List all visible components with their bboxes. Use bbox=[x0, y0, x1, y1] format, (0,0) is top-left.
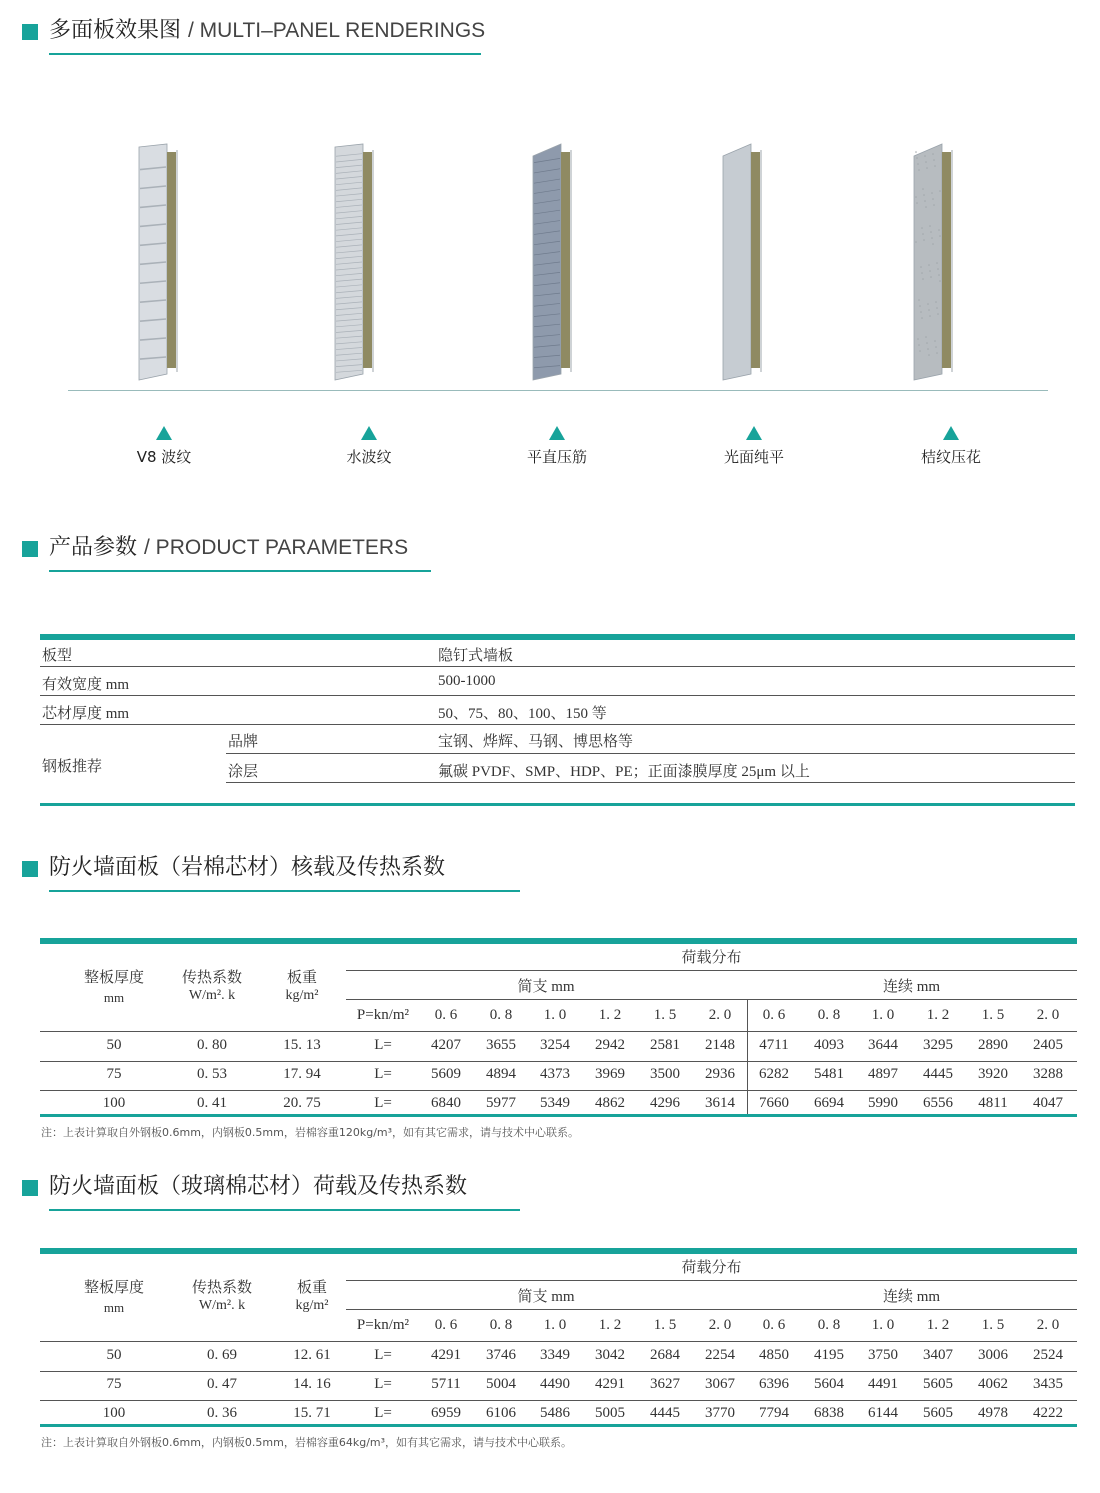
cell-continuous-span: 4445 bbox=[923, 1066, 953, 1082]
row-divider bbox=[40, 695, 1075, 696]
section-marker-icon bbox=[22, 861, 38, 877]
cell-thickness: 75 bbox=[106, 1066, 122, 1082]
header-load-distribution: 荷载分布 bbox=[681, 950, 742, 966]
cell-continuous-span: 5605 bbox=[923, 1405, 953, 1421]
table-top-bar bbox=[40, 634, 1075, 640]
header-load-value: 1. 0 bbox=[543, 1317, 567, 1333]
cell-continuous-span: 4850 bbox=[759, 1347, 789, 1363]
title-cn: 产品参数 bbox=[49, 535, 138, 560]
header-thickness: 整板厚度 bbox=[83, 1280, 144, 1296]
cell-simple-span: 6106 bbox=[486, 1405, 516, 1421]
header-load-value: 1. 2 bbox=[926, 1317, 950, 1333]
cell-k: 0. 80 bbox=[197, 1037, 227, 1053]
header-p-label: P=kn/m² bbox=[356, 1007, 410, 1023]
cell-continuous-span: 4491 bbox=[868, 1376, 898, 1392]
table-bottom-bar bbox=[40, 803, 1075, 806]
header-load-value: 2. 0 bbox=[1036, 1007, 1060, 1023]
cell-continuous-span: 3920 bbox=[978, 1066, 1008, 1082]
header-load-value: 2. 0 bbox=[708, 1317, 732, 1333]
cell-thickness: 75 bbox=[106, 1376, 122, 1392]
cell-simple-span: 3349 bbox=[540, 1347, 570, 1363]
header-load-value: 0. 6 bbox=[434, 1007, 458, 1023]
header-load-value: 1. 2 bbox=[926, 1007, 950, 1023]
triangle-marker-icon bbox=[361, 426, 377, 440]
cell-simple-span: 3770 bbox=[705, 1405, 735, 1421]
cell-continuous-span: 5605 bbox=[923, 1376, 953, 1392]
cell-continuous-span: 2524 bbox=[1033, 1347, 1063, 1363]
cell-simple-span: 3655 bbox=[486, 1037, 516, 1053]
cell-simple-span: 2254 bbox=[705, 1347, 735, 1363]
cell-simple-span: 4291 bbox=[595, 1376, 625, 1392]
header-thickness-unit: mm bbox=[103, 1300, 125, 1315]
header-k: 传热系数 bbox=[181, 970, 242, 986]
header-continuous: 连续 mm bbox=[882, 1289, 941, 1305]
header-weight-unit: kg/m² bbox=[295, 1298, 329, 1313]
cell-simple-span: 5004 bbox=[486, 1376, 516, 1392]
section-marker-icon bbox=[22, 24, 38, 40]
panel-label: 桔纹压花 bbox=[920, 448, 981, 466]
cell-simple-span: 4373 bbox=[540, 1066, 570, 1082]
cell-continuous-span: 6144 bbox=[868, 1405, 898, 1421]
header-load-value: 0. 6 bbox=[434, 1317, 458, 1333]
param-sublabel: 品牌 bbox=[228, 734, 259, 750]
cell-weight: 20. 75 bbox=[283, 1095, 321, 1111]
header-load-value: 0. 6 bbox=[762, 1007, 786, 1023]
cell-l-label: L= bbox=[374, 1376, 392, 1392]
cell-weight: 12. 61 bbox=[293, 1347, 331, 1363]
section-underline bbox=[49, 1209, 520, 1211]
cell-continuous-span: 6556 bbox=[923, 1095, 953, 1111]
cell-simple-span: 4296 bbox=[650, 1095, 680, 1111]
cell-simple-span: 5977 bbox=[486, 1095, 516, 1111]
header-weight: 板重 bbox=[296, 1280, 327, 1296]
param-value: 宝钢、烨辉、马钢、博思格等 bbox=[438, 734, 634, 750]
cell-continuous-span: 6694 bbox=[814, 1095, 844, 1111]
panel-label: V8 波纹 bbox=[136, 448, 192, 466]
triangle-marker-icon bbox=[156, 426, 172, 440]
section-underline bbox=[49, 53, 481, 55]
cell-simple-span: 2942 bbox=[595, 1037, 625, 1053]
header-k-unit: W/m². k bbox=[188, 988, 236, 1003]
cell-l-label: L= bbox=[374, 1066, 392, 1082]
section-title: 防火墙面板（玻璃棉芯材）荷载及传热系数 bbox=[49, 1174, 468, 1199]
cell-l-label: L= bbox=[374, 1347, 392, 1363]
header-load-value: 1. 0 bbox=[871, 1317, 895, 1333]
param-label: 有效宽度 mm bbox=[42, 677, 130, 693]
cell-k: 0. 41 bbox=[197, 1095, 227, 1111]
floor-line bbox=[68, 390, 1048, 391]
header-simple: 简支 mm bbox=[517, 1289, 575, 1305]
cell-simple-span: 3627 bbox=[650, 1376, 680, 1392]
table-top-bar bbox=[40, 938, 1077, 944]
cell-continuous-span: 4711 bbox=[759, 1037, 789, 1053]
table-bottom-bar bbox=[40, 1424, 1077, 1427]
cell-simple-span: 2581 bbox=[650, 1037, 680, 1053]
row-divider bbox=[40, 1090, 1077, 1091]
header-load-value: 1. 0 bbox=[871, 1007, 895, 1023]
section-underline bbox=[49, 570, 431, 572]
cell-continuous-span: 4195 bbox=[814, 1347, 844, 1363]
cell-simple-span: 6840 bbox=[431, 1095, 461, 1111]
cell-continuous-span: 5481 bbox=[814, 1066, 844, 1082]
header-load-value: 0. 8 bbox=[489, 1317, 513, 1333]
row-divider bbox=[40, 724, 1075, 725]
header-weight-unit: kg/m² bbox=[285, 988, 319, 1003]
cell-simple-span: 5349 bbox=[540, 1095, 570, 1111]
table-top-bar bbox=[40, 1248, 1077, 1254]
header-thickness: 整板厚度 bbox=[83, 970, 144, 986]
cell-weight: 14. 16 bbox=[293, 1376, 331, 1392]
panel-label: 平直压筋 bbox=[526, 448, 587, 466]
header-load-value: 2. 0 bbox=[708, 1007, 732, 1023]
triangle-marker-icon bbox=[746, 426, 762, 440]
cell-continuous-span: 3750 bbox=[868, 1347, 898, 1363]
cell-l-label: L= bbox=[374, 1405, 392, 1421]
cell-continuous-span: 5604 bbox=[814, 1376, 844, 1392]
param-value: 隐钉式墙板 bbox=[438, 648, 514, 664]
panel-label: 光面纯平 bbox=[723, 448, 784, 466]
row-divider bbox=[40, 1061, 1077, 1062]
header-load-value: 2. 0 bbox=[1036, 1317, 1060, 1333]
cell-simple-span: 2936 bbox=[705, 1066, 735, 1082]
cell-simple-span: 2148 bbox=[705, 1037, 735, 1053]
header-load-value: 1. 5 bbox=[981, 1007, 1005, 1023]
cell-continuous-span: 3295 bbox=[923, 1037, 953, 1053]
row-divider bbox=[346, 1280, 1077, 1281]
header-simple: 简支 mm bbox=[517, 979, 575, 995]
header-continuous: 连续 mm bbox=[882, 979, 941, 995]
header-k-unit: W/m². k bbox=[198, 1298, 246, 1313]
cell-simple-span: 2684 bbox=[650, 1347, 680, 1363]
cell-simple-span: 4445 bbox=[650, 1405, 680, 1421]
header-load-value: 0. 8 bbox=[817, 1317, 841, 1333]
header-load-distribution: 荷载分布 bbox=[681, 1260, 742, 1276]
cell-simple-span: 5609 bbox=[431, 1066, 461, 1082]
table-note: 注：上表计算取自外钢板0.6mm，内钢板0.5mm，岩棉容重120kg/m³，如有其它需求，请与技术中心联系。 bbox=[41, 1126, 580, 1139]
section-title bbox=[49, 14, 485, 48]
cell-k: 0. 47 bbox=[207, 1376, 237, 1392]
title-en: / MULTI–PANEL RENDERINGS bbox=[188, 19, 486, 42]
sandwich-panel-image bbox=[531, 142, 581, 387]
param-value: 50、75、80、100、150 等 bbox=[438, 706, 607, 722]
header-load-value: 1. 5 bbox=[653, 1007, 677, 1023]
header-load-value: 1. 0 bbox=[543, 1007, 567, 1023]
cell-continuous-span: 4897 bbox=[868, 1066, 898, 1082]
cell-thickness: 50 bbox=[106, 1037, 122, 1053]
row-divider bbox=[346, 970, 1077, 971]
cell-continuous-span: 7660 bbox=[759, 1095, 789, 1111]
cell-continuous-span: 3407 bbox=[923, 1347, 953, 1363]
cell-simple-span: 4207 bbox=[431, 1037, 461, 1053]
row-divider bbox=[40, 1400, 1077, 1401]
cell-continuous-span: 5990 bbox=[868, 1095, 898, 1111]
cell-continuous-span: 4978 bbox=[978, 1405, 1008, 1421]
row-divider bbox=[40, 1031, 1077, 1032]
cell-simple-span: 4490 bbox=[540, 1376, 570, 1392]
header-thickness-unit: mm bbox=[103, 990, 125, 1005]
cell-continuous-span: 3006 bbox=[978, 1347, 1008, 1363]
cell-l-label: L= bbox=[374, 1095, 392, 1111]
cell-continuous-span: 6282 bbox=[759, 1066, 789, 1082]
cell-simple-span: 4291 bbox=[431, 1347, 461, 1363]
row-divider bbox=[40, 666, 1075, 667]
cell-l-label: L= bbox=[374, 1037, 392, 1053]
title-cn: 多面板效果图 bbox=[49, 18, 182, 43]
cell-weight: 15. 71 bbox=[293, 1405, 331, 1421]
cell-continuous-span: 6838 bbox=[814, 1405, 844, 1421]
cell-thickness: 50 bbox=[106, 1347, 122, 1363]
triangle-marker-icon bbox=[549, 426, 565, 440]
cell-continuous-span: 3644 bbox=[868, 1037, 898, 1053]
section-marker-icon bbox=[22, 1180, 38, 1196]
header-weight: 板重 bbox=[286, 970, 317, 986]
header-load-value: 1. 2 bbox=[598, 1007, 622, 1023]
sandwich-panel-image bbox=[912, 142, 962, 387]
section-marker-icon bbox=[22, 541, 38, 557]
cell-continuous-span: 6396 bbox=[759, 1376, 789, 1392]
header-load-value: 1. 5 bbox=[653, 1317, 677, 1333]
cell-simple-span: 3067 bbox=[705, 1376, 735, 1392]
cell-k: 0. 69 bbox=[207, 1347, 237, 1363]
param-sublabel: 涂层 bbox=[228, 764, 259, 780]
cell-simple-span: 3042 bbox=[595, 1347, 625, 1363]
triangle-marker-icon bbox=[943, 426, 959, 440]
row-divider bbox=[40, 1371, 1077, 1372]
cell-continuous-span: 4047 bbox=[1033, 1095, 1063, 1111]
cell-simple-span: 3746 bbox=[486, 1347, 516, 1363]
cell-continuous-span: 2890 bbox=[978, 1037, 1008, 1053]
cell-simple-span: 5711 bbox=[431, 1376, 461, 1392]
param-value: 氟碳 PVDF、SMP、HDP、PE；正面漆膜厚度 25μm 以上 bbox=[438, 764, 810, 780]
row-divider bbox=[226, 782, 1075, 783]
header-load-value: 1. 2 bbox=[598, 1317, 622, 1333]
sandwich-panel-image bbox=[137, 142, 187, 387]
row-divider bbox=[346, 1309, 1077, 1310]
row-divider bbox=[40, 1341, 1077, 1342]
cell-k: 0. 36 bbox=[207, 1405, 237, 1421]
header-load-value: 1. 5 bbox=[981, 1317, 1005, 1333]
cell-continuous-span: 3435 bbox=[1033, 1376, 1063, 1392]
section-title: 防火墙面板（岩棉芯材）核载及传热系数 bbox=[49, 855, 446, 880]
table-bottom-bar bbox=[40, 1114, 1077, 1117]
cell-simple-span: 4862 bbox=[595, 1095, 625, 1111]
header-p-label: P=kn/m² bbox=[356, 1317, 410, 1333]
title-en: / PRODUCT PARAMETERS bbox=[144, 536, 409, 559]
panel-label: 水波纹 bbox=[346, 448, 392, 466]
header-k: 传热系数 bbox=[191, 1280, 252, 1296]
cell-simple-span: 3969 bbox=[595, 1066, 625, 1082]
sandwich-panel-image bbox=[721, 142, 771, 387]
cell-simple-span: 3614 bbox=[705, 1095, 735, 1111]
cell-k: 0. 53 bbox=[197, 1066, 227, 1082]
header-load-value: 0. 6 bbox=[762, 1317, 786, 1333]
cell-simple-span: 3254 bbox=[540, 1037, 570, 1053]
row-divider bbox=[346, 999, 1077, 1000]
cell-weight: 15. 13 bbox=[283, 1037, 321, 1053]
cell-simple-span: 5005 bbox=[595, 1405, 625, 1421]
param-label: 板型 bbox=[42, 648, 73, 664]
cell-weight: 17. 94 bbox=[283, 1066, 321, 1082]
header-load-value: 0. 8 bbox=[489, 1007, 513, 1023]
cell-thickness: 100 bbox=[102, 1405, 126, 1421]
cell-continuous-span: 4811 bbox=[978, 1095, 1008, 1111]
cell-simple-span: 6959 bbox=[431, 1405, 461, 1421]
cell-continuous-span: 4093 bbox=[814, 1037, 844, 1053]
cell-simple-span: 5486 bbox=[540, 1405, 570, 1421]
cell-continuous-span: 7794 bbox=[759, 1405, 789, 1421]
cell-continuous-span: 2405 bbox=[1033, 1037, 1063, 1053]
cell-thickness: 100 bbox=[102, 1095, 126, 1111]
table-note: 注：上表计算取自外钢板0.6mm，内钢板0.5mm，岩棉容重64kg/m³，如有其它需求，请与技术中心联系。 bbox=[41, 1436, 573, 1449]
sandwich-panel-image bbox=[333, 142, 383, 387]
cell-continuous-span: 4222 bbox=[1033, 1405, 1063, 1421]
cell-continuous-span: 4062 bbox=[978, 1376, 1008, 1392]
param-label: 钢板推荐 bbox=[42, 759, 103, 775]
cell-continuous-span: 3288 bbox=[1033, 1066, 1063, 1082]
param-value: 500-1000 bbox=[438, 673, 496, 689]
cell-simple-span: 3500 bbox=[650, 1066, 680, 1082]
param-label: 芯材厚度 mm bbox=[42, 706, 130, 722]
section-underline bbox=[49, 890, 520, 892]
section-title bbox=[49, 531, 408, 565]
cell-simple-span: 4894 bbox=[486, 1066, 516, 1082]
column-divider bbox=[747, 999, 748, 1114]
header-load-value: 0. 8 bbox=[817, 1007, 841, 1023]
row-divider bbox=[226, 753, 1075, 754]
